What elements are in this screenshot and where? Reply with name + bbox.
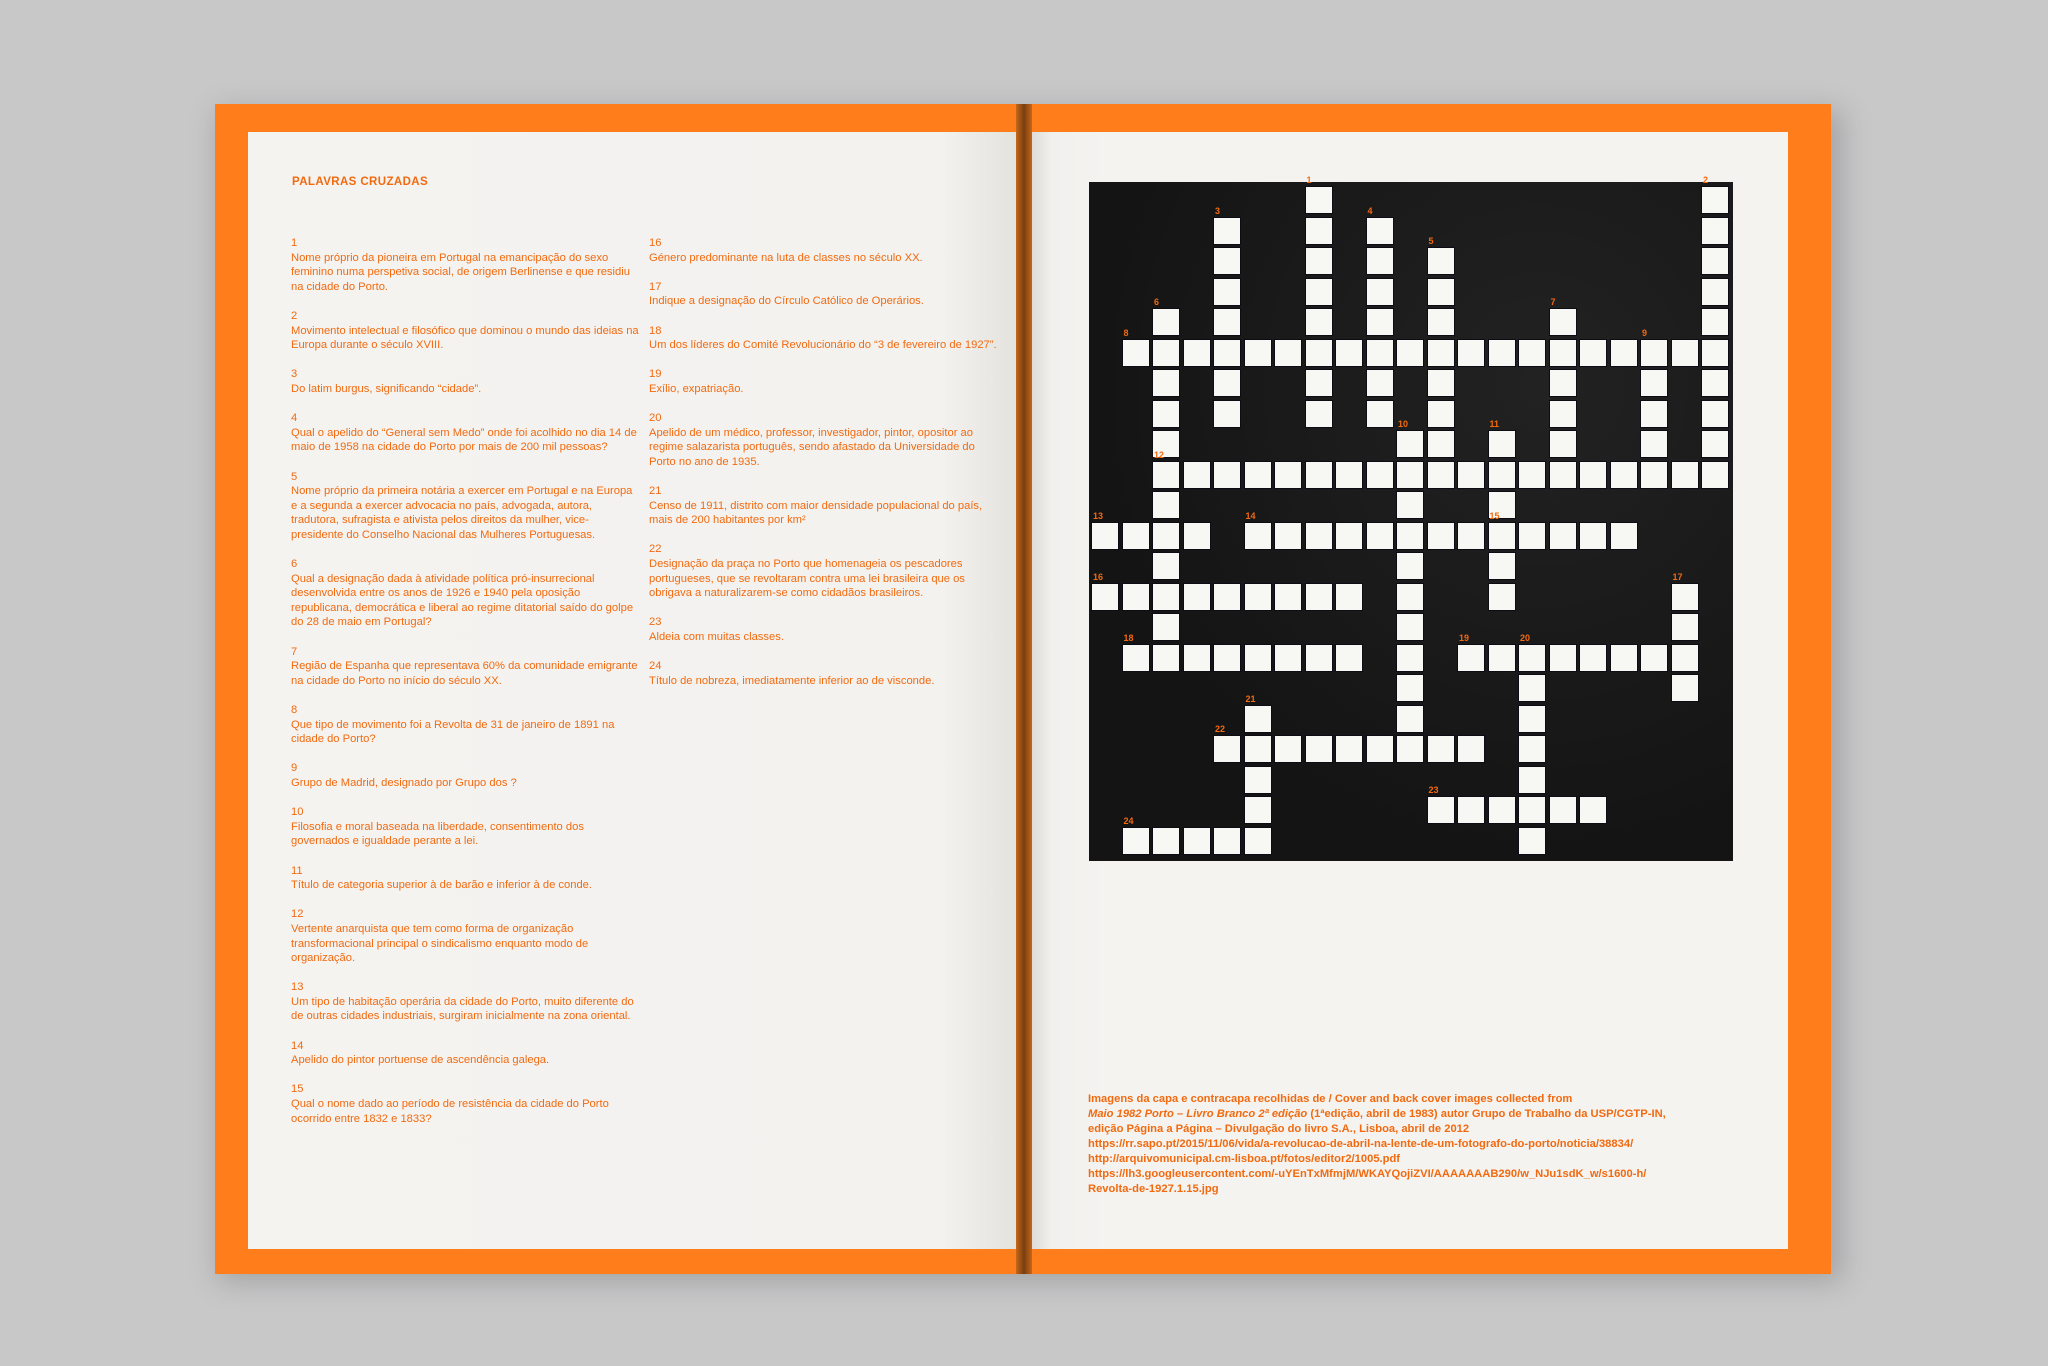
clue-number: 9 [291, 762, 298, 775]
crossword-cell[interactable] [1549, 430, 1577, 458]
clue-6 [291, 557, 641, 630]
crossword-cell[interactable] [1244, 766, 1272, 794]
crossword-cell[interactable] [1518, 796, 1546, 824]
crossword-cell[interactable] [1183, 644, 1211, 672]
crossword-cell[interactable] [1518, 705, 1546, 733]
crossword-cell[interactable] [1366, 369, 1394, 397]
crossword-cell[interactable] [1457, 339, 1485, 367]
crossword-cell[interactable] [1488, 644, 1516, 672]
crossword-cell[interactable] [1701, 217, 1729, 245]
crossword-cell[interactable] [1579, 461, 1607, 489]
crossword-clue-number: 20 [1520, 632, 1531, 643]
crossword-cell[interactable] [1579, 796, 1607, 824]
credits-link[interactable]: http://arquivomunicipal.cm-lisboa.pt/fotos/editor2/1005.pdf [1088, 1153, 1401, 1165]
clue-text: Título de nobreza, imediatamente inferior ao de visconde. [649, 674, 935, 687]
crossword-cell[interactable] [1122, 522, 1150, 550]
crossword-cell[interactable] [1274, 735, 1302, 763]
crossword-cell[interactable] [1274, 583, 1302, 611]
crossword-cell[interactable] [1671, 613, 1699, 641]
crossword-cell[interactable] [1518, 522, 1546, 550]
crossword-cell[interactable] [1518, 735, 1546, 763]
credits-line [1088, 1107, 1728, 1122]
crossword-cell[interactable] [1152, 827, 1180, 855]
crossword-cell[interactable] [1549, 796, 1577, 824]
crossword-cell[interactable] [1183, 339, 1211, 367]
crossword-cell[interactable] [1366, 339, 1394, 367]
clue-text: Apelido do pintor portuense de ascendência galega. [291, 1054, 550, 1067]
crossword-cell[interactable] [1488, 552, 1516, 580]
crossword-cell[interactable] [1396, 339, 1424, 367]
image-credits [1088, 1092, 1728, 1197]
clue-number: 18 [649, 324, 662, 337]
clue-8 [291, 703, 641, 747]
crossword-cell[interactable] [1427, 430, 1455, 458]
clue-number: 10 [291, 806, 304, 819]
crossword-cell[interactable] [1640, 461, 1668, 489]
clue-20 [649, 411, 999, 469]
crossword-cell[interactable] [1640, 430, 1668, 458]
crossword-cell[interactable] [1305, 278, 1333, 306]
clue-text: Filosofia e moral baseada na liberdade, consentimento dos governados e igualdade perante a lei. [291, 820, 584, 848]
clue-number: 15 [291, 1083, 304, 1096]
crossword-cell[interactable] [1305, 735, 1333, 763]
clue-18 [649, 324, 999, 353]
clue-number: 16 [649, 237, 662, 249]
clue-number: 4 [291, 412, 298, 425]
crossword-cell[interactable] [1427, 308, 1455, 336]
crossword-cell[interactable] [1549, 461, 1577, 489]
crossword-cell[interactable] [1701, 369, 1729, 397]
crossword-cell[interactable] [1152, 613, 1180, 641]
clue-number: 3 [291, 368, 298, 381]
crossword-cell[interactable] [1305, 400, 1333, 428]
crossword-cell[interactable] [1427, 247, 1455, 275]
crossword-cell[interactable] [1579, 644, 1607, 672]
crossword-cell[interactable] [1701, 247, 1729, 275]
crossword-cell[interactable] [1244, 827, 1272, 855]
crossword-cell[interactable] [1244, 644, 1272, 672]
clue-21 [649, 484, 999, 528]
crossword-cell[interactable] [1305, 461, 1333, 489]
crossword-cell[interactable] [1305, 644, 1333, 672]
clue-13 [291, 980, 641, 1024]
crossword-cell[interactable] [1213, 369, 1241, 397]
crossword-clue-number: 13 [1093, 510, 1104, 521]
crossword-grid [1089, 175, 1733, 861]
crossword-cell[interactable] [1671, 674, 1699, 702]
clues-column-1 [291, 236, 641, 1141]
crossword-cell[interactable] [1213, 461, 1241, 489]
crossword-cell[interactable] [1274, 644, 1302, 672]
crossword-cell[interactable] [1183, 461, 1211, 489]
crossword-cell[interactable] [1518, 461, 1546, 489]
crossword-cell[interactable] [1305, 186, 1333, 214]
crossword-cell[interactable] [1701, 400, 1729, 428]
crossword-cell[interactable] [1457, 461, 1485, 489]
crossword-cell[interactable] [1244, 705, 1272, 733]
crossword-clue-number: 5 [1428, 236, 1434, 246]
clue-text: Vertente anarquista que tem como forma de organização transformacional principal o sindicalismo enquanto modo de organização. [291, 922, 589, 965]
crossword-cell[interactable] [1396, 674, 1424, 702]
crossword-cell[interactable] [1427, 461, 1455, 489]
crossword-cell[interactable] [1183, 827, 1211, 855]
crossword-cell[interactable] [1274, 339, 1302, 367]
clue-text: Indique a designação do Círculo Católico de Operários. [649, 295, 924, 308]
crossword-cell[interactable] [1427, 369, 1455, 397]
clue-number: 14 [291, 1039, 304, 1052]
clue-text: Um tipo de habitação operária da cidade do Porto, muito diferente do de outras cidades industriais, surgiram inicialmente na zona oriental. [291, 995, 634, 1023]
clue-text: Que tipo de movimento foi a Revolta de 31 de janeiro de 1891 na cidade do Porto? [291, 718, 615, 746]
credits-link[interactable]: https://lh3.googleusercontent.com/-uYEnTxMfmjM/WKAYQojiZVI/AAAAAAAB290/w_NJu1sdK_w/s1600-h/ [1088, 1168, 1647, 1180]
crossword-cell[interactable] [1549, 308, 1577, 336]
crossword-cell[interactable] [1213, 644, 1241, 672]
crossword-clue-number: 3 [1215, 205, 1221, 216]
clue-number: 2 [291, 309, 298, 322]
crossword-cell[interactable] [1610, 339, 1638, 367]
crossword-cell[interactable] [1549, 522, 1577, 550]
crossword-cell[interactable] [1152, 461, 1180, 489]
clues-column-2 [649, 236, 999, 703]
crossword-cell[interactable] [1488, 461, 1516, 489]
crossword-cell[interactable] [1122, 339, 1150, 367]
crossword-cell[interactable] [1213, 278, 1241, 306]
crossword-cell[interactable] [1366, 278, 1394, 306]
clue-15 [291, 1082, 641, 1126]
clue-22 [649, 542, 999, 600]
crossword-cell[interactable] [1366, 735, 1394, 763]
crossword-cell[interactable] [1152, 583, 1180, 611]
credits-book-title: Maio 1982 Porto – Livro Branco 2ª edição [1088, 1108, 1308, 1120]
crossword-cell[interactable] [1427, 278, 1455, 306]
crossword-cell[interactable] [1213, 247, 1241, 275]
credits-line: Imagens da capa e contracapa recolhidas de / Cover and back cover images collected from [1088, 1093, 1573, 1105]
crossword-clue-number: 6 [1154, 297, 1160, 307]
clue-number: 12 [291, 908, 304, 921]
clue-number: 7 [291, 645, 298, 658]
crossword-cell[interactable] [1396, 461, 1424, 489]
crossword-cell[interactable] [1427, 400, 1455, 428]
crossword-cell[interactable] [1488, 583, 1516, 611]
clue-3 [291, 367, 641, 396]
clue-14 [291, 1039, 641, 1068]
crossword-clue-number: 12 [1154, 449, 1165, 460]
crossword-cell[interactable] [1549, 400, 1577, 428]
crossword-cell[interactable] [1579, 522, 1607, 550]
clue-text: Género predominante na luta de classes no século XX. [649, 251, 923, 264]
clue-number: 6 [291, 558, 298, 571]
crossword-cell[interactable] [1152, 369, 1180, 397]
crossword-cell[interactable] [1701, 339, 1729, 367]
crossword-cell[interactable] [1427, 735, 1455, 763]
crossword-cell[interactable] [1152, 644, 1180, 672]
clue-5 [291, 470, 641, 543]
clue-12 [291, 907, 641, 965]
crossword-cell[interactable] [1549, 369, 1577, 397]
clue-text: Do latim burgus, significando “cidade”. [291, 382, 482, 395]
crossword-cell[interactable] [1244, 583, 1272, 611]
crossword-cell[interactable] [1701, 461, 1729, 489]
crossword-cell[interactable] [1213, 735, 1241, 763]
crossword-cell[interactable] [1213, 827, 1241, 855]
crossword-cell[interactable] [1091, 522, 1119, 550]
clue-text: Exílio, expatriação. [649, 382, 744, 395]
clue-number: 13 [291, 981, 304, 994]
clue-19 [649, 367, 999, 396]
crossword-cell[interactable] [1366, 247, 1394, 275]
clue-text: Censo de 1911, distrito com maior densidade populacional do país, mais de 200 habitantes por km² [649, 499, 983, 527]
clue-10 [291, 805, 641, 849]
clue-number: 24 [649, 660, 662, 673]
crossword-cell[interactable] [1152, 491, 1180, 519]
crossword-clue-number: 21 [1245, 693, 1256, 704]
crossword-clue-number: 18 [1123, 632, 1134, 643]
spine [1016, 104, 1032, 1274]
clue-text: Aldeia com muitas classes. [649, 631, 784, 644]
clue-text: Grupo de Madrid, designado por Grupo dos ? [291, 776, 517, 789]
crossword-cell[interactable] [1518, 339, 1546, 367]
clue-4 [291, 411, 641, 455]
clue-number: 8 [291, 704, 298, 716]
crossword-cell[interactable] [1671, 644, 1699, 672]
clue-number: 5 [291, 470, 298, 483]
credits-line-rest: (1ªedição, abril de 1983) autor Grupo de Trabalho da USP/CGTP-IN, [1307, 1108, 1666, 1120]
crossword-cell[interactable] [1183, 522, 1211, 550]
clue-number: 20 [649, 412, 662, 425]
crossword-cell[interactable] [1305, 583, 1333, 611]
crossword-cell[interactable] [1152, 522, 1180, 550]
clue-1 [291, 236, 641, 294]
clue-number: 17 [649, 280, 662, 293]
clue-16 [649, 236, 999, 265]
crossword-clue-number: 19 [1459, 632, 1470, 643]
crossword-cell[interactable] [1396, 491, 1424, 519]
crossword-clue-number: 22 [1215, 724, 1226, 734]
crossword-cell[interactable] [1671, 461, 1699, 489]
crossword-cell[interactable] [1183, 583, 1211, 611]
page-title: PALAVRAS CRUZADAS [292, 176, 429, 188]
crossword-cell[interactable] [1335, 522, 1363, 550]
crossword-cell[interactable] [1701, 430, 1729, 458]
crossword-cell[interactable] [1366, 308, 1394, 336]
crossword-cell[interactable] [1488, 430, 1516, 458]
crossword-clue-number: 2 [1703, 175, 1709, 185]
crossword-cell[interactable] [1305, 308, 1333, 336]
crossword-cell[interactable] [1518, 766, 1546, 794]
clue-number: 21 [649, 485, 662, 498]
crossword-cell[interactable] [1396, 430, 1424, 458]
crossword-cell[interactable] [1152, 308, 1180, 336]
crossword-cell[interactable] [1396, 552, 1424, 580]
crossword-cell[interactable] [1549, 339, 1577, 367]
clue-number: 1 [291, 237, 298, 249]
crossword-cell[interactable] [1274, 522, 1302, 550]
crossword-cell[interactable] [1335, 735, 1363, 763]
crossword-cell[interactable] [1274, 461, 1302, 489]
crossword-clue-number: 10 [1398, 419, 1409, 429]
crossword-cell[interactable] [1122, 583, 1150, 611]
crossword-clue-number: 24 [1123, 815, 1134, 826]
credits-link[interactable]: Revolta-de-1927.1.15.jpg [1088, 1183, 1219, 1195]
crossword-cell[interactable] [1305, 217, 1333, 245]
crossword-clue-number: 14 [1245, 510, 1256, 521]
crossword-cell[interactable] [1244, 796, 1272, 824]
crossword-clue-number: 16 [1093, 571, 1104, 582]
crossword-cell[interactable] [1701, 278, 1729, 306]
clue-text: Região de Espanha que representava 60% da comunidade emigrante na cidade do Porto no início do século XX. [291, 660, 638, 687]
clue-number: 11 [291, 864, 303, 877]
crossword-cell[interactable] [1671, 339, 1699, 367]
clue-text: Qual o nome dado ao período de resistência da cidade do Porto ocorrido entre 1832 e 1833? [291, 1098, 609, 1125]
crossword-cell[interactable] [1640, 644, 1668, 672]
crossword-cell[interactable] [1213, 217, 1241, 245]
clue-number: 19 [649, 368, 662, 381]
crossword-cell[interactable] [1152, 400, 1180, 428]
crossword-clue-number: 17 [1672, 571, 1683, 582]
crossword-clue-number: 11 [1489, 419, 1500, 429]
crossword-cell[interactable] [1305, 369, 1333, 397]
clue-text: Nome próprio da pioneira em Portugal na emancipação do sexo feminino numa perspetiva social, de origem Berlinense e que residiu na cidade do Porto. [291, 251, 630, 293]
crossword-cell[interactable] [1213, 308, 1241, 336]
crossword-clue-number: 8 [1123, 327, 1129, 338]
crossword-cell[interactable] [1610, 461, 1638, 489]
crossword-cell[interactable] [1518, 674, 1546, 702]
clue-text: Nome próprio da primeira notária a exercer em Portugal e na Europa e a segunda a exercer advocacia no país, advogada, autora, tradutora, sufragista e ativista pelos direitos da mulher, vice-presidente do Conselho Nacional das Mulheres Portuguesas. [291, 485, 633, 541]
crossword-cell[interactable] [1549, 644, 1577, 672]
crossword-clue-number: 23 [1428, 785, 1439, 795]
crossword-cell[interactable] [1244, 735, 1272, 763]
clue-7 [291, 645, 641, 689]
crossword-cell[interactable] [1366, 217, 1394, 245]
crossword-cell[interactable] [1305, 247, 1333, 275]
credits-link[interactable]: https://rr.sapo.pt/2015/11/06/vida/a-revolucao-de-abril-na-lente-de-um-fotografo-do-porto/noticia/38834/ [1088, 1138, 1634, 1150]
crossword-cell[interactable] [1335, 339, 1363, 367]
clue-number: 23 [649, 616, 662, 629]
crossword-cell[interactable] [1335, 461, 1363, 489]
crossword-cell[interactable] [1396, 705, 1424, 733]
crossword-cell[interactable] [1396, 613, 1424, 641]
crossword-cell[interactable] [1640, 400, 1668, 428]
clue-2 [291, 309, 641, 353]
crossword-cell[interactable] [1335, 644, 1363, 672]
crossword-cell[interactable] [1335, 583, 1363, 611]
crossword-cell[interactable] [1396, 644, 1424, 672]
credits-line: edição Página a Página – Divulgação do livro S.A., Lisboa, abril de 2012 [1088, 1123, 1470, 1135]
crossword-cell[interactable] [1579, 339, 1607, 367]
crossword-cell[interactable] [1366, 461, 1394, 489]
crossword-cell[interactable] [1610, 522, 1638, 550]
clue-number: 22 [649, 543, 662, 556]
crossword-cell[interactable] [1671, 583, 1699, 611]
crossword-cell[interactable] [1244, 339, 1272, 367]
crossword-cell[interactable] [1396, 522, 1424, 550]
clue-text: Um dos líderes do Comité Revolucionário do “3 de fevereiro de 1927”. [649, 339, 997, 352]
clue-17 [649, 280, 999, 309]
crossword-cell[interactable] [1213, 583, 1241, 611]
clue-text: Designação da praça no Porto que homenageia os pescadores portugueses, que se revoltaram contra uma lei brasileira que os obrigava a naturalizarem-se como cidadãos brasileiros. [649, 558, 965, 600]
crossword-clue-number: 9 [1642, 327, 1648, 338]
crossword-clue-number: 1 [1306, 175, 1312, 185]
clue-23 [649, 615, 999, 644]
crossword-cell[interactable] [1152, 339, 1180, 367]
clue-text: Qual a designação dada à atividade política pró-insurrecional desenvolvida entre os anos de 1926 e 1940 pela oposição republicana, democrática e liberal ao regime ditatorial saído do golpe do 28 de maio em Portugal? [291, 572, 634, 629]
crossword-cell[interactable] [1366, 522, 1394, 550]
crossword-cell[interactable] [1427, 339, 1455, 367]
crossword-cell[interactable] [1091, 583, 1119, 611]
clue-text: Título de categoria superior à de barão e inferior à de conde. [291, 879, 593, 892]
clue-text: Qual o apelido do “General sem Medo” onde foi acolhido no dia 14 de maio de 1958 na cidade do Porto por mais de 200 mil pessoas? [291, 426, 637, 454]
crossword-cell[interactable] [1518, 644, 1546, 672]
crossword-cell[interactable] [1152, 552, 1180, 580]
crossword-cell[interactable] [1366, 400, 1394, 428]
crossword-cell[interactable] [1305, 522, 1333, 550]
clue-24 [649, 659, 999, 688]
clue-11 [291, 864, 641, 893]
crossword-clue-number: 4 [1367, 205, 1373, 216]
crossword-cell[interactable] [1457, 522, 1485, 550]
clue-9 [291, 761, 641, 790]
clue-text: Movimento intelectual e filosófico que dominou o mundo das ideias na Europa durante o século XVIII. [291, 324, 639, 352]
crossword-cell[interactable] [1488, 796, 1516, 824]
crossword-cell[interactable] [1122, 644, 1150, 672]
crossword-cell[interactable] [1701, 308, 1729, 336]
crossword-cell[interactable] [1122, 827, 1150, 855]
crossword-cell[interactable] [1488, 339, 1516, 367]
crossword-cell[interactable] [1610, 644, 1638, 672]
crossword-cell[interactable] [1640, 339, 1668, 367]
crossword-cell[interactable] [1244, 461, 1272, 489]
crossword-cell[interactable] [1213, 339, 1241, 367]
crossword-cell[interactable] [1305, 339, 1333, 367]
crossword-cell[interactable] [1457, 796, 1485, 824]
crossword-cell[interactable] [1244, 522, 1272, 550]
crossword-cell[interactable] [1396, 583, 1424, 611]
crossword-cell[interactable] [1640, 369, 1668, 397]
crossword-clue-number: 15 [1489, 510, 1500, 521]
crossword-cell[interactable] [1427, 796, 1455, 824]
crossword-cell[interactable] [1213, 400, 1241, 428]
crossword-cell[interactable] [1396, 735, 1424, 763]
crossword-cell[interactable] [1427, 522, 1455, 550]
crossword-cell[interactable] [1457, 644, 1485, 672]
clue-text: Apelido de um médico, professor, investigador, pintor, opositor ao regime salazarista português, sendo afastado da Universidade do Porto no ano de 1935. [649, 426, 975, 468]
crossword-clue-number: 7 [1550, 297, 1556, 307]
crossword-cell[interactable] [1701, 186, 1729, 214]
crossword-cell[interactable] [1488, 522, 1516, 550]
crossword-cell[interactable] [1457, 735, 1485, 763]
crossword-cell[interactable] [1518, 827, 1546, 855]
